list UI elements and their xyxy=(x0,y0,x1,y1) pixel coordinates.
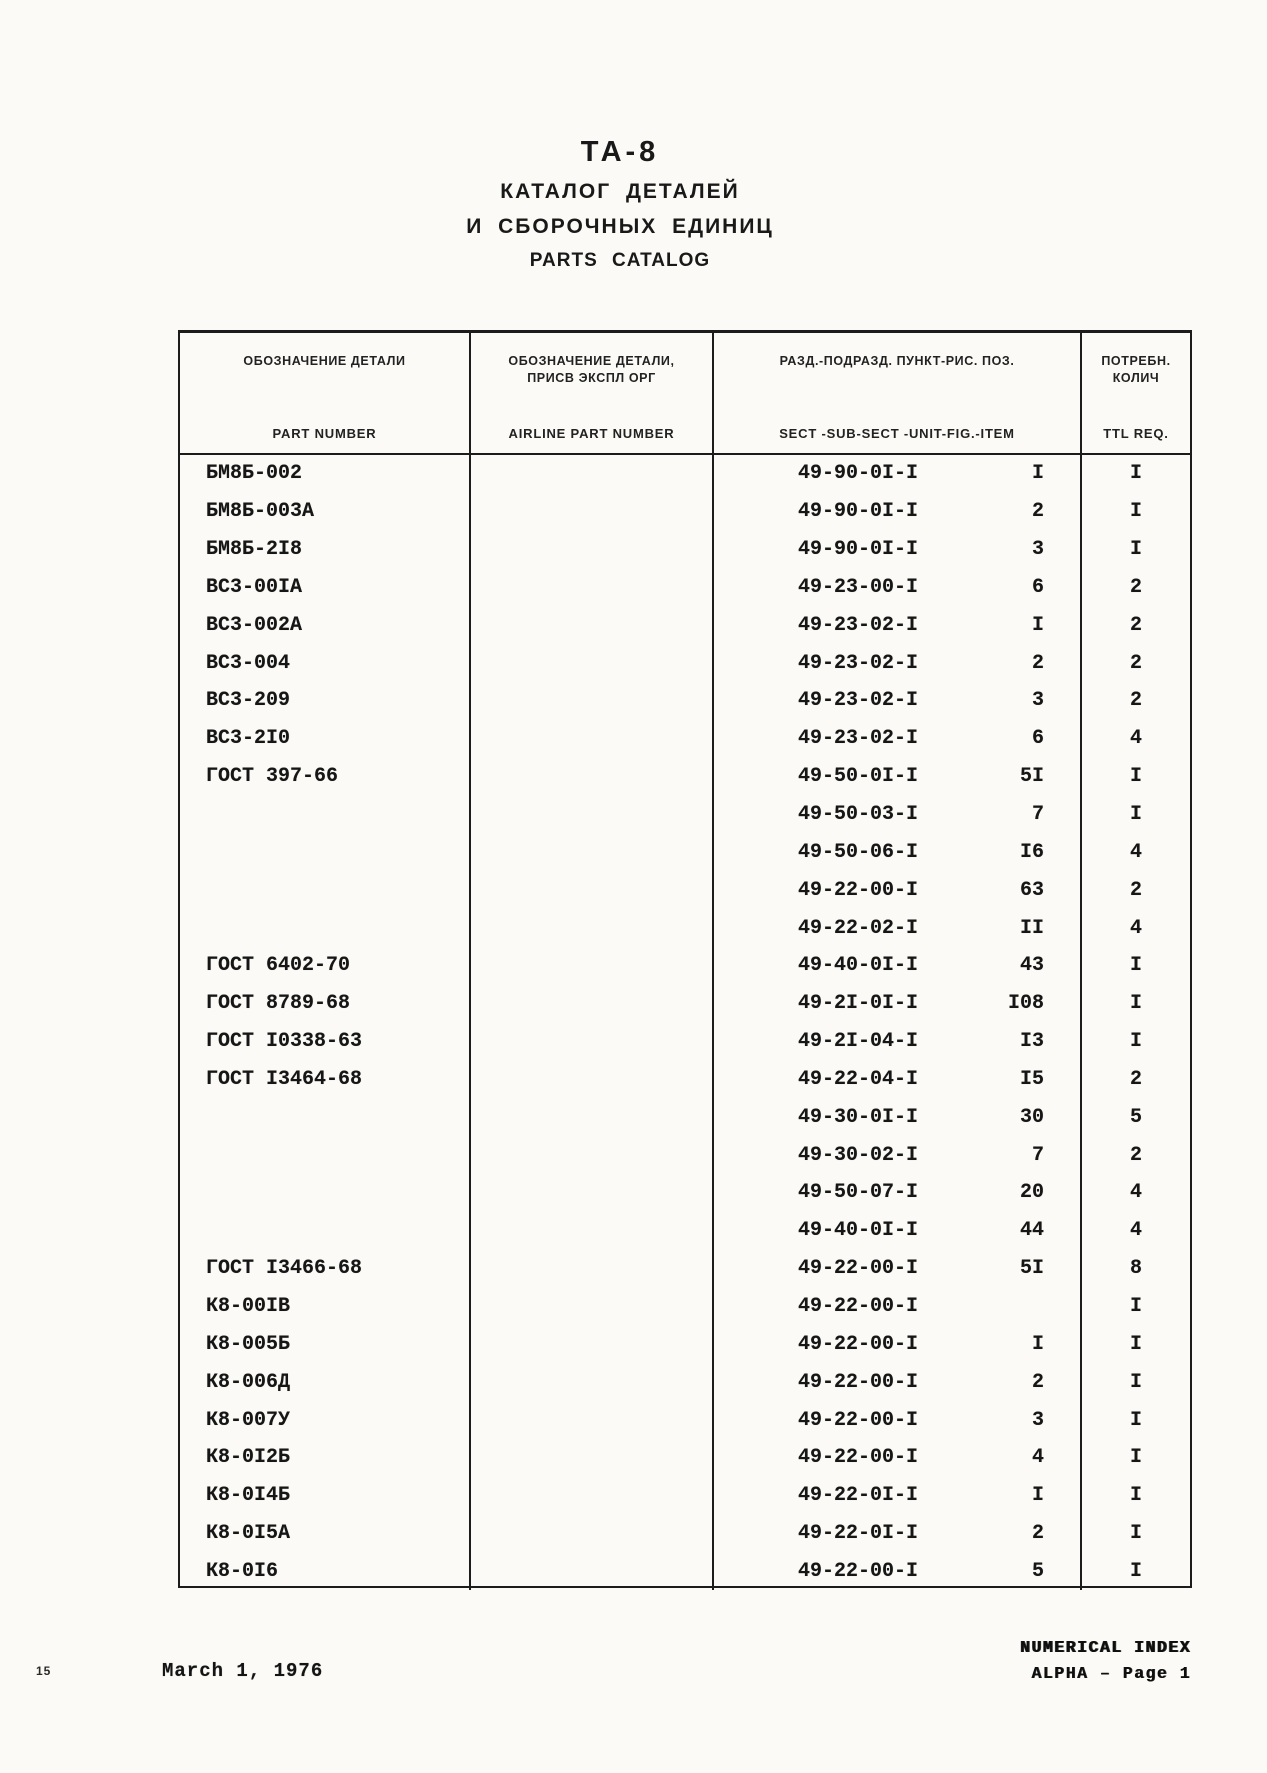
sect-ref-cell xyxy=(712,758,1080,796)
table-row xyxy=(180,455,1190,493)
fig-item-value: I xyxy=(1031,1332,1044,1356)
table-row xyxy=(180,493,1190,531)
table-row xyxy=(180,947,1190,985)
sect-ref-cell xyxy=(712,1098,1080,1136)
table-row xyxy=(180,985,1190,1023)
ttl-req-cell: 4 xyxy=(1080,720,1190,758)
table-row xyxy=(180,796,1190,834)
part-number-cell xyxy=(180,796,469,834)
part-number-cell: ГОСТ 397-66 xyxy=(206,765,339,789)
header-sect-ref xyxy=(712,333,1080,453)
part-number-cell: ВС3-209 xyxy=(206,689,291,713)
ttl-req-cell: 2 xyxy=(1080,1136,1190,1174)
header-qty-en: TTL REQ. xyxy=(1103,426,1169,441)
airline-part-number-cell xyxy=(469,1325,712,1363)
header-sect-en: SECT -SUB-SECT -UNIT-FIG.-ITEM xyxy=(779,426,1015,441)
fig-item-value: 6 xyxy=(1031,575,1044,599)
sect-ref-value: 49-22-04-I xyxy=(798,1067,919,1091)
fig-item-value: I6 xyxy=(1019,840,1044,864)
airline-part-number-cell xyxy=(469,1061,712,1099)
footer-index-name: NUMERICAL INDEX xyxy=(1019,1638,1191,1657)
table-row xyxy=(180,569,1190,607)
part-number-cell: ГОСТ I3466-68 xyxy=(206,1257,363,1281)
part-number-cell: ВС3-00IА xyxy=(206,575,303,599)
table-row xyxy=(180,1325,1190,1363)
fig-item-value: 2 xyxy=(1031,1522,1044,1546)
table-row xyxy=(180,871,1190,909)
fig-item-value: I08 xyxy=(1007,992,1044,1016)
part-number-cell xyxy=(180,871,469,909)
fig-item-value: I5 xyxy=(1019,1067,1044,1091)
ttl-req-cell: I xyxy=(1080,1477,1190,1515)
part-number-cell: К8-005Б xyxy=(206,1332,291,1356)
table-row xyxy=(180,1250,1190,1288)
header-qty-ru-group xyxy=(1101,353,1170,387)
ttl-req-cell: 2 xyxy=(1080,1061,1190,1099)
ttl-req-cell: I xyxy=(1080,1515,1190,1553)
airline-part-number-cell xyxy=(469,682,712,720)
sect-ref-cell xyxy=(712,833,1080,871)
fig-item-value: 3 xyxy=(1031,1408,1044,1432)
fig-item-value: 20 xyxy=(1019,1181,1044,1205)
header-ttl-req xyxy=(1080,333,1190,453)
table-row xyxy=(180,1401,1190,1439)
document-model-title: ТА-8 xyxy=(580,136,660,168)
part-number-cell xyxy=(180,1174,469,1212)
table-row xyxy=(180,1477,1190,1515)
sect-ref-cell xyxy=(712,1477,1080,1515)
ttl-req-cell: 4 xyxy=(1080,1174,1190,1212)
part-number-cell: ВС3-2I0 xyxy=(206,727,291,751)
sect-ref-value: 49-22-00-I xyxy=(798,1446,919,1470)
airline-part-number-cell xyxy=(469,1098,712,1136)
sect-ref-value: 49-50-07-I xyxy=(798,1181,919,1205)
table-row xyxy=(180,644,1190,682)
fig-item-value: 43 xyxy=(1019,954,1044,978)
sect-ref-cell xyxy=(712,1061,1080,1099)
part-number-cell xyxy=(180,1212,469,1250)
table-row xyxy=(180,1363,1190,1401)
table-row xyxy=(180,720,1190,758)
part-number-cell xyxy=(180,909,469,947)
fig-item-value: 2 xyxy=(1031,500,1044,524)
fig-item-value: 3 xyxy=(1031,538,1044,562)
part-number-cell: ВС3-004 xyxy=(206,651,291,675)
sect-ref-cell xyxy=(712,531,1080,569)
ttl-req-cell: 2 xyxy=(1080,682,1190,720)
sect-ref-cell xyxy=(712,909,1080,947)
table-row xyxy=(180,909,1190,947)
airline-part-number-cell xyxy=(469,1363,712,1401)
fig-item-value: 30 xyxy=(1019,1105,1044,1129)
sect-ref-value: 49-23-02-I xyxy=(798,613,919,637)
sect-ref-cell xyxy=(712,682,1080,720)
airline-part-number-cell xyxy=(469,720,712,758)
part-number-cell: ГОСТ I0338-63 xyxy=(206,1030,363,1054)
airline-part-number-cell xyxy=(469,1023,712,1061)
sect-ref-value: 49-90-0I-I xyxy=(798,538,919,562)
sect-ref-value: 49-23-02-I xyxy=(798,689,919,713)
airline-part-number-cell xyxy=(469,1250,712,1288)
sect-ref-cell xyxy=(712,1363,1080,1401)
title-block xyxy=(0,136,1240,272)
sect-ref-cell xyxy=(712,1552,1080,1590)
table-row xyxy=(180,833,1190,871)
part-number-cell: БМ8Б-002 xyxy=(206,462,303,486)
ttl-req-cell: I xyxy=(1080,493,1190,531)
fig-item-value: 5 xyxy=(1031,1559,1044,1583)
ttl-req-cell: I xyxy=(1080,455,1190,493)
ttl-req-cell: I xyxy=(1080,796,1190,834)
fig-item-value: 6 xyxy=(1031,727,1044,751)
sect-ref-value: 49-23-02-I xyxy=(798,727,919,751)
airline-part-number-cell xyxy=(469,758,712,796)
ttl-req-cell: 2 xyxy=(1080,606,1190,644)
fig-item-value: 4 xyxy=(1031,1446,1044,1470)
document-subtitle-en: PARTS CATALOG xyxy=(529,250,711,271)
fig-item-value: II xyxy=(1019,916,1044,940)
sect-ref-cell xyxy=(712,985,1080,1023)
ttl-req-cell: 4 xyxy=(1080,1212,1190,1250)
sect-ref-value: 49-23-02-I xyxy=(798,651,919,675)
ttl-req-cell: 4 xyxy=(1080,833,1190,871)
revision-date: March 1, 1976 xyxy=(162,1660,324,1682)
airline-part-number-cell xyxy=(469,493,712,531)
ttl-req-cell: I xyxy=(1080,1325,1190,1363)
airline-part-number-cell xyxy=(469,1212,712,1250)
sect-ref-cell xyxy=(712,1136,1080,1174)
airline-part-number-cell xyxy=(469,1477,712,1515)
fig-item-value: 5I xyxy=(1019,765,1044,789)
sect-ref-cell xyxy=(712,796,1080,834)
airline-part-number-cell xyxy=(469,1552,712,1590)
part-number-cell: ВС3-002А xyxy=(206,613,303,637)
sect-ref-cell xyxy=(712,455,1080,493)
airline-part-number-cell xyxy=(469,985,712,1023)
sect-ref-value: 49-30-02-I xyxy=(798,1143,919,1167)
table-row xyxy=(180,682,1190,720)
airline-part-number-cell xyxy=(469,1174,712,1212)
table-row xyxy=(180,758,1190,796)
header-qty-ru-line1: ПОТРЕБН. xyxy=(1101,354,1171,368)
sect-ref-cell xyxy=(712,606,1080,644)
fig-item-value: 5I xyxy=(1019,1257,1044,1281)
airline-part-number-cell xyxy=(469,644,712,682)
airline-part-number-cell xyxy=(469,1288,712,1326)
table-row xyxy=(180,531,1190,569)
ttl-req-cell: 5 xyxy=(1080,1098,1190,1136)
sect-ref-value: 49-2I-04-I xyxy=(798,1030,919,1054)
header-part-number-ru: ОБОЗНАЧЕНИЕ ДЕТАЛИ xyxy=(243,354,406,368)
sect-ref-value: 49-22-00-I xyxy=(798,1559,919,1583)
sect-ref-cell xyxy=(712,1515,1080,1553)
part-number-cell xyxy=(180,833,469,871)
ttl-req-cell: I xyxy=(1080,947,1190,985)
part-number-cell: К8-006Д xyxy=(206,1370,291,1394)
sect-ref-value: 49-40-0I-I xyxy=(798,1219,919,1243)
sheet-number: 15 xyxy=(36,1664,52,1678)
ttl-req-cell: I xyxy=(1080,1401,1190,1439)
fig-item-value: 2 xyxy=(1031,1370,1044,1394)
table-row xyxy=(180,1061,1190,1099)
sect-ref-value: 49-22-00-I xyxy=(798,1257,919,1281)
ttl-req-cell: I xyxy=(1080,985,1190,1023)
ttl-req-cell: 8 xyxy=(1080,1250,1190,1288)
fig-item-value: 44 xyxy=(1019,1219,1044,1243)
part-number-cell: К8-00IВ xyxy=(206,1294,291,1318)
airline-part-number-cell xyxy=(469,606,712,644)
header-qty-ru-line2: КОЛИЧ xyxy=(1112,371,1160,385)
sect-ref-cell xyxy=(712,1023,1080,1061)
document-subtitle-ru-line2: И СБОРОЧНЫХ ЕДИНИЦ xyxy=(466,215,774,238)
sect-ref-cell xyxy=(712,1174,1080,1212)
sect-ref-cell xyxy=(712,493,1080,531)
sect-ref-cell xyxy=(712,1288,1080,1326)
fig-item-value: 2 xyxy=(1031,651,1044,675)
fig-item-value: I xyxy=(1031,462,1044,486)
ttl-req-cell: I xyxy=(1080,531,1190,569)
airline-part-number-cell xyxy=(469,1401,712,1439)
table-row xyxy=(180,1174,1190,1212)
sect-ref-value: 49-90-0I-I xyxy=(798,462,919,486)
header-sect-ru: РАЗД.-ПОДРАЗД. ПУНКТ-РИС. ПОЗ. xyxy=(779,354,1015,368)
airline-part-number-cell xyxy=(469,1136,712,1174)
sect-ref-value: 49-22-02-I xyxy=(798,916,919,940)
airline-part-number-cell xyxy=(469,1515,712,1553)
fig-item-value: 3 xyxy=(1031,689,1044,713)
ttl-req-cell: 2 xyxy=(1080,569,1190,607)
table-row xyxy=(180,1212,1190,1250)
table-row xyxy=(180,1552,1190,1590)
sect-ref-cell xyxy=(712,1439,1080,1477)
table-row xyxy=(180,1288,1190,1326)
sect-ref-cell xyxy=(712,1212,1080,1250)
part-number-cell: К8-0I6 xyxy=(206,1559,279,1583)
header-airline-part-number xyxy=(469,333,712,453)
footer-index-page: ALPHA – Page 1 xyxy=(1031,1664,1191,1683)
part-number-cell: ГОСТ I3464-68 xyxy=(206,1067,363,1091)
sect-ref-value: 49-22-0I-I xyxy=(798,1522,919,1546)
header-part-number xyxy=(180,333,469,453)
sect-ref-cell xyxy=(712,1325,1080,1363)
sect-ref-cell xyxy=(712,947,1080,985)
table-row xyxy=(180,606,1190,644)
fig-item-value: I xyxy=(1031,1484,1044,1508)
airline-part-number-cell xyxy=(469,796,712,834)
airline-part-number-cell xyxy=(469,833,712,871)
footer-index-block xyxy=(1020,1638,1191,1683)
sect-ref-cell xyxy=(712,720,1080,758)
table-row xyxy=(180,1098,1190,1136)
ttl-req-cell: 2 xyxy=(1080,871,1190,909)
airline-part-number-cell xyxy=(469,455,712,493)
table-row xyxy=(180,1439,1190,1477)
header-airline-ru-line2: ПРИСВ ЭКСПЛ ОРГ xyxy=(527,371,656,385)
airline-part-number-cell xyxy=(469,909,712,947)
sect-ref-cell xyxy=(712,871,1080,909)
sect-ref-value: 49-22-00-I xyxy=(798,878,919,902)
airline-part-number-cell xyxy=(469,1439,712,1477)
part-number-cell: К8-007У xyxy=(206,1408,291,1432)
ttl-req-cell: I xyxy=(1080,1439,1190,1477)
sect-ref-cell xyxy=(712,644,1080,682)
sect-ref-cell xyxy=(712,1250,1080,1288)
sect-ref-value: 49-90-0I-I xyxy=(798,500,919,524)
part-number-cell xyxy=(180,1136,469,1174)
ttl-req-cell: I xyxy=(1080,758,1190,796)
part-number-cell: БМ8Б-003А xyxy=(206,500,315,524)
sect-ref-value: 49-50-06-I xyxy=(798,840,919,864)
sect-ref-cell xyxy=(712,569,1080,607)
ttl-req-cell: I xyxy=(1080,1288,1190,1326)
sect-ref-value: 49-22-0I-I xyxy=(798,1484,919,1508)
fig-item-value: 7 xyxy=(1031,803,1044,827)
ttl-req-cell: 2 xyxy=(1080,644,1190,682)
table-row xyxy=(180,1515,1190,1553)
sect-ref-value: 49-22-00-I xyxy=(798,1370,919,1394)
part-number-cell: БМ8Б-2I8 xyxy=(206,538,303,562)
airline-part-number-cell xyxy=(469,569,712,607)
airline-part-number-cell xyxy=(469,871,712,909)
table-header-row xyxy=(180,333,1190,455)
fig-item-value: I3 xyxy=(1019,1030,1044,1054)
sect-ref-value: 49-22-00-I xyxy=(798,1332,919,1356)
parts-index-table xyxy=(178,330,1192,1588)
part-number-cell: К8-0I4Б xyxy=(206,1484,291,1508)
airline-part-number-cell xyxy=(469,947,712,985)
table-row xyxy=(180,1023,1190,1061)
ttl-req-cell: I xyxy=(1080,1023,1190,1061)
header-airline-ru-group xyxy=(508,353,674,387)
table-row xyxy=(180,1136,1190,1174)
ttl-req-cell: I xyxy=(1080,1552,1190,1590)
sect-ref-cell xyxy=(712,1401,1080,1439)
airline-part-number-cell xyxy=(469,531,712,569)
document-subtitle-ru-line1: КАТАЛОГ ДЕТАЛЕЙ xyxy=(500,180,740,203)
part-number-cell: К8-0I5А xyxy=(206,1522,291,1546)
table-body xyxy=(180,455,1190,1586)
fig-item-value: I xyxy=(1031,613,1044,637)
sect-ref-value: 49-2I-0I-I xyxy=(798,992,919,1016)
header-airline-ru-line1: ОБОЗНАЧЕНИЕ ДЕТАЛИ, xyxy=(508,354,675,368)
sect-ref-value: 49-23-00-I xyxy=(798,575,919,599)
fig-item-value: 63 xyxy=(1019,878,1044,902)
fig-item-value: 7 xyxy=(1031,1143,1044,1167)
sect-ref-value: 49-30-0I-I xyxy=(798,1105,919,1129)
header-part-number-en: PART NUMBER xyxy=(272,426,377,441)
header-airline-en: AIRLINE PART NUMBER xyxy=(508,426,675,441)
part-number-cell: ГОСТ 6402-70 xyxy=(206,954,351,978)
sect-ref-value: 49-50-0I-I xyxy=(798,765,919,789)
sect-ref-value: 49-22-00-I xyxy=(798,1408,919,1432)
sect-ref-value: 49-50-03-I xyxy=(798,803,919,827)
sect-ref-value: 49-40-0I-I xyxy=(798,954,919,978)
sect-ref-value: 49-22-00-I xyxy=(798,1294,919,1318)
ttl-req-cell: 4 xyxy=(1080,909,1190,947)
part-number-cell: ГОСТ 8789-68 xyxy=(206,992,351,1016)
part-number-cell xyxy=(180,1098,469,1136)
part-number-cell: К8-0I2Б xyxy=(206,1446,291,1470)
ttl-req-cell: I xyxy=(1080,1363,1190,1401)
